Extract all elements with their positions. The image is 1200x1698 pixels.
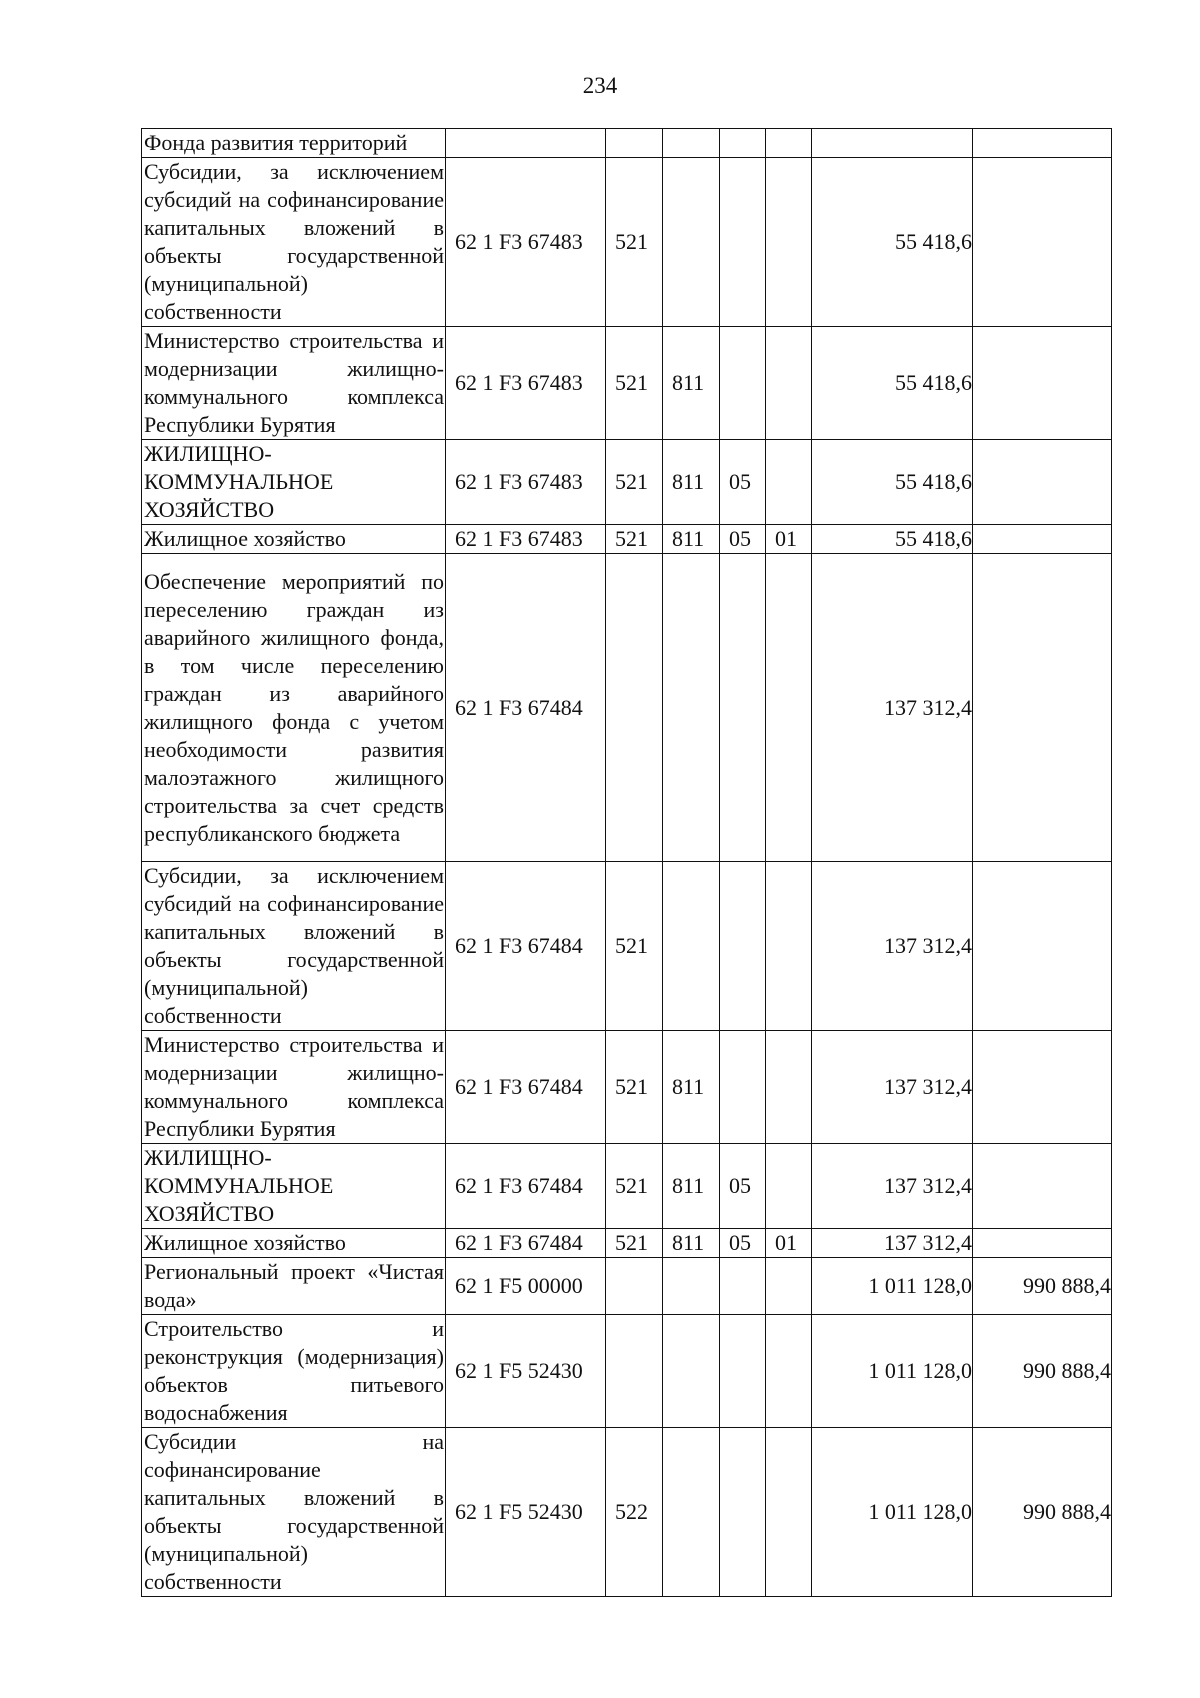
table-row	[142, 440, 1112, 525]
row-subsection	[766, 1315, 812, 1428]
row-expense-type: 521	[606, 327, 663, 440]
row-name: Строительство и реконструкция (модернизация) объектов питьевого водоснабжения	[142, 1315, 446, 1428]
row-ministry-code: 811	[663, 1031, 720, 1144]
row-expense-type: 521	[606, 525, 663, 554]
row-expense-type: 521	[606, 1229, 663, 1258]
table-row	[142, 862, 1112, 1031]
row-ministry-code	[663, 1428, 720, 1597]
table-row	[142, 327, 1112, 440]
row-expense-type: 521	[606, 1144, 663, 1229]
row-amount-1: 55 418,6	[812, 327, 973, 440]
row-amount-2: 990 888,4	[973, 1315, 1112, 1428]
row-subsection	[766, 129, 812, 158]
table-row	[142, 1229, 1112, 1258]
row-amount-1: 1 011 128,0	[812, 1315, 973, 1428]
row-amount-1: 55 418,6	[812, 158, 973, 327]
table-row	[142, 1031, 1112, 1144]
row-name: ЖИЛИЩНО-КОММУНАЛЬНОЕ ХОЗЯЙСТВО	[142, 440, 446, 525]
row-ministry-code: 811	[663, 440, 720, 525]
row-amount-1: 137 312,4	[812, 1144, 973, 1229]
row-ministry-code	[663, 129, 720, 158]
table-row	[142, 1258, 1112, 1315]
row-code	[446, 129, 606, 158]
row-amount-1: 137 312,4	[812, 1031, 973, 1144]
row-expense-type	[606, 1258, 663, 1315]
table-row	[142, 554, 1112, 862]
row-name: Жилищное хозяйство	[142, 525, 446, 554]
row-ministry-code: 811	[663, 1229, 720, 1258]
row-name: Региональный проект «Чистая вода»	[142, 1258, 446, 1315]
row-code: 62 1 F3 67483	[446, 327, 606, 440]
row-expense-type	[606, 129, 663, 158]
row-subsection	[766, 158, 812, 327]
row-amount-1: 55 418,6	[812, 440, 973, 525]
row-amount-2	[973, 525, 1112, 554]
row-ministry-code: 811	[663, 1144, 720, 1229]
table-row	[142, 158, 1112, 327]
row-amount-1	[812, 129, 973, 158]
row-code: 62 1 F3 67483	[446, 440, 606, 525]
row-name: Министерство строительства и модернизации жилищно-коммунального комплекса Республики Бурятия	[142, 1031, 446, 1144]
row-section	[720, 158, 766, 327]
row-code: 62 1 F3 67483	[446, 525, 606, 554]
row-expense-type: 521	[606, 862, 663, 1031]
row-subsection	[766, 1428, 812, 1597]
row-expense-type	[606, 1315, 663, 1428]
row-amount-2	[973, 554, 1112, 862]
row-amount-2	[973, 1144, 1112, 1229]
row-expense-type: 522	[606, 1428, 663, 1597]
page-number: 234	[582, 73, 618, 98]
row-section: 05	[720, 525, 766, 554]
row-section	[720, 1258, 766, 1315]
row-ministry-code	[663, 862, 720, 1031]
row-amount-1: 55 418,6	[812, 525, 973, 554]
row-amount-1: 137 312,4	[812, 554, 973, 862]
row-expense-type	[606, 554, 663, 862]
row-subsection	[766, 1144, 812, 1229]
row-ministry-code: 811	[663, 525, 720, 554]
row-ministry-code	[663, 1315, 720, 1428]
row-expense-type: 521	[606, 440, 663, 525]
row-ministry-code	[663, 158, 720, 327]
row-section	[720, 129, 766, 158]
row-amount-1: 1 011 128,0	[812, 1258, 973, 1315]
row-amount-2: 990 888,4	[973, 1258, 1112, 1315]
row-section	[720, 862, 766, 1031]
table-row	[142, 129, 1112, 158]
row-code: 62 1 F3 67483	[446, 158, 606, 327]
budget-table	[141, 128, 1112, 1597]
row-subsection	[766, 1031, 812, 1144]
row-ministry-code	[663, 554, 720, 862]
row-amount-2	[973, 158, 1112, 327]
row-section	[720, 1315, 766, 1428]
row-section	[720, 1031, 766, 1144]
row-name: Субсидии на софинансирование капитальных вложений в объекты государственной (муниципальной) собственности	[142, 1428, 446, 1597]
row-amount-1: 137 312,4	[812, 1229, 973, 1258]
table-row	[142, 1315, 1112, 1428]
row-expense-type: 521	[606, 1031, 663, 1144]
row-code: 62 1 F5 52430	[446, 1428, 606, 1597]
row-code: 62 1 F3 67484	[446, 1031, 606, 1144]
table-row	[142, 1144, 1112, 1229]
row-name: Министерство строительства и модернизации жилищно-коммунального комплекса Республики Бурятия	[142, 327, 446, 440]
row-amount-2	[973, 862, 1112, 1031]
row-ministry-code: 811	[663, 327, 720, 440]
row-code: 62 1 F3 67484	[446, 554, 606, 862]
row-subsection	[766, 862, 812, 1031]
row-section: 05	[720, 440, 766, 525]
row-name: ЖИЛИЩНО-КОММУНАЛЬНОЕ ХОЗЯЙСТВО	[142, 1144, 446, 1229]
row-subsection: 01	[766, 525, 812, 554]
row-amount-1: 137 312,4	[812, 862, 973, 1031]
row-amount-2	[973, 440, 1112, 525]
row-subsection	[766, 327, 812, 440]
row-subsection	[766, 1258, 812, 1315]
table-row	[142, 525, 1112, 554]
row-code: 62 1 F3 67484	[446, 862, 606, 1031]
row-subsection	[766, 440, 812, 525]
row-expense-type: 521	[606, 158, 663, 327]
row-amount-2	[973, 327, 1112, 440]
table-row	[142, 1428, 1112, 1597]
row-code: 62 1 F3 67484	[446, 1229, 606, 1258]
row-name: Обеспечение мероприятий по переселению граждан из аварийного жилищного фонда, в том числе переселению граждан из аварийного жилищного фонда с учетом необходимости развития малоэтажного жилищного строительства за счет средств республиканского бюджета	[142, 554, 446, 862]
row-amount-2	[973, 129, 1112, 158]
row-amount-1: 1 011 128,0	[812, 1428, 973, 1597]
row-name: Субсидии, за исключением субсидий на софинансирование капитальных вложений в объекты государственной (муниципальной) собственности	[142, 158, 446, 327]
row-section	[720, 1428, 766, 1597]
row-section: 05	[720, 1229, 766, 1258]
row-section	[720, 327, 766, 440]
row-subsection	[766, 554, 812, 862]
row-name: Жилищное хозяйство	[142, 1229, 446, 1258]
row-subsection: 01	[766, 1229, 812, 1258]
table-body	[142, 129, 1112, 1597]
row-amount-2	[973, 1229, 1112, 1258]
row-section: 05	[720, 1144, 766, 1229]
row-amount-2	[973, 1031, 1112, 1144]
row-code: 62 1 F5 00000	[446, 1258, 606, 1315]
row-amount-2: 990 888,4	[973, 1428, 1112, 1597]
row-name: Субсидии, за исключением субсидий на софинансирование капитальных вложений в объекты государственной (муниципальной) собственности	[142, 862, 446, 1031]
row-name: Фонда развития территорий	[142, 129, 446, 158]
row-section	[720, 554, 766, 862]
row-code: 62 1 F3 67484	[446, 1144, 606, 1229]
row-ministry-code	[663, 1258, 720, 1315]
row-code: 62 1 F5 52430	[446, 1315, 606, 1428]
